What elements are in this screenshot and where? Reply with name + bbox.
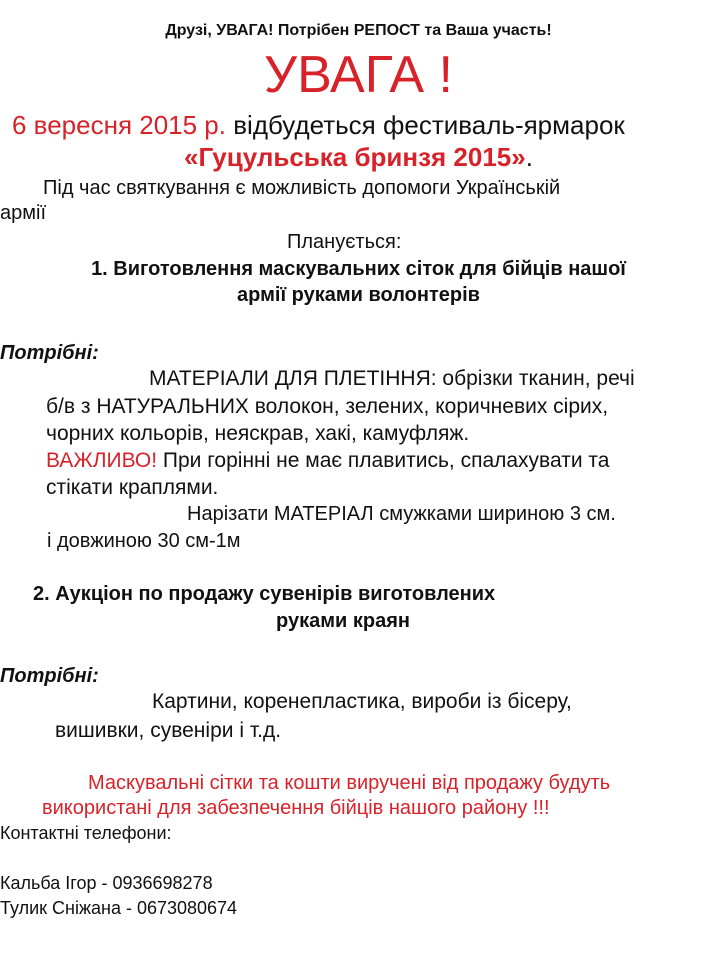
section1-line-3: чорних кольорів, неяскрав, хакі, камуфляж. bbox=[46, 422, 470, 445]
contact-item: Кальба Ігор - 0936698278 bbox=[0, 873, 213, 893]
section1-line-4 bbox=[46, 449, 609, 473]
important-text: При горінні не має плавитись, спалахувати та bbox=[157, 449, 610, 472]
event-text: відбудеться фестиваль-ярмарок bbox=[226, 110, 625, 140]
section1-line-6: Нарізати МАТЕРІАЛ смужками шириною 3 см. bbox=[187, 503, 616, 525]
section1-title-line-2: армії руками волонтерів bbox=[237, 284, 480, 306]
section2-title-line-2: руками краян bbox=[276, 610, 410, 632]
event-date: 6 вересня 2015 р. bbox=[12, 110, 226, 140]
intro-line-2: армії bbox=[0, 202, 46, 224]
closing-line-2: використані для забезпечення бійців нашого району !!! bbox=[42, 797, 550, 819]
section1-line-7: і довжиною 30 см-1м bbox=[47, 530, 241, 552]
section2-line-2: вишивки, сувеніри і т.д. bbox=[55, 719, 282, 742]
closing-line-1: Маскувальні сітки та кошти виручені від продажу будуть bbox=[88, 772, 611, 794]
contacts-label: Контактні телефони: bbox=[0, 823, 172, 843]
planned-label: Планується: bbox=[287, 231, 402, 253]
event-name-dot: . bbox=[525, 142, 533, 172]
section1-line-5: стікати краплями. bbox=[46, 476, 219, 499]
section1-needed-label: Потрібні: bbox=[0, 342, 99, 364]
event-name: «Гуцульська бринзя 2015» bbox=[184, 142, 526, 172]
attention-heading: УВАГА ! bbox=[264, 46, 453, 104]
event-line bbox=[12, 110, 625, 141]
contact-item: Тулик Сніжана - 0673080674 bbox=[0, 898, 238, 918]
section2-line-1: Картини, коренепластика, вироби із бісеру, bbox=[152, 690, 572, 713]
section2-needed-label: Потрібні: bbox=[0, 665, 99, 687]
section1-line-1: МАТЕРІАЛИ ДЛЯ ПЛЕТІННЯ: обрізки тканин, речі bbox=[149, 367, 635, 390]
top-line: Друзі, УВАГА! Потрібен РЕПОСТ та Ваша участь! bbox=[165, 22, 552, 39]
important-label: ВАЖЛИВО! bbox=[46, 449, 158, 472]
section1-title-line-1: 1. Виготовлення маскувальних сіток для бійців нашої bbox=[91, 258, 626, 280]
event-name-line bbox=[0, 142, 717, 173]
intro-line-1: Під час святкування є можливість допомоги Українській bbox=[43, 177, 561, 199]
section2-title-line-1: 2. Аукціон по продажу сувенірів виготовлених bbox=[33, 583, 496, 605]
section1-line-2: б/в з НАТУРАЛЬНИХ волокон, зелених, коричневих сірих, bbox=[46, 395, 609, 418]
